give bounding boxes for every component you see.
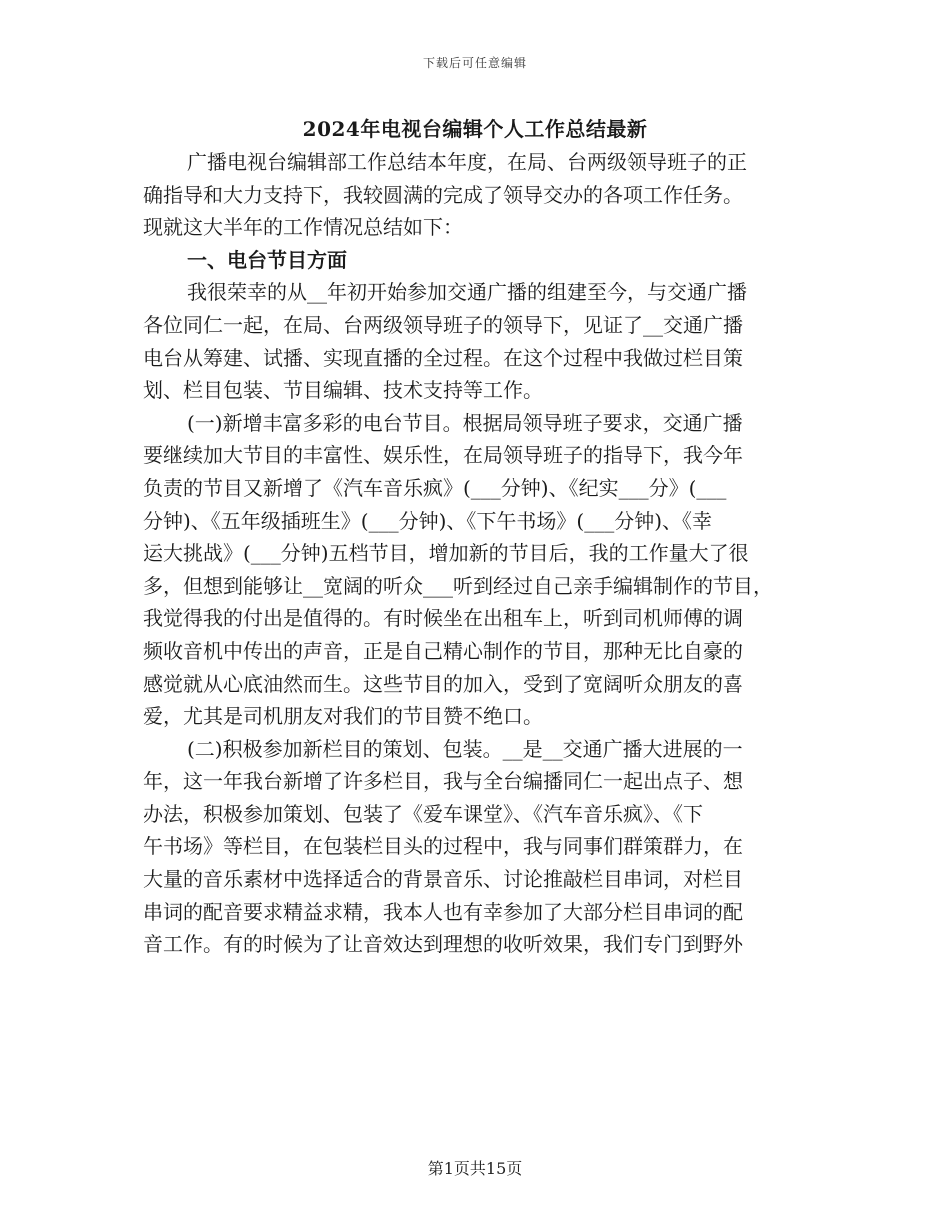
paragraph-line: 负责的节目又新增了《汽车音乐疯》(___分钟)、《纪实___分》(___	[143, 475, 727, 500]
paragraph-line: 大量的音乐素材中选择适合的背景音乐、讨论推敲栏目串词，对栏目	[143, 867, 743, 892]
paragraph-line: 感觉就从心底油然而生。这些节目的加入，受到了宽阔听众朋友的喜	[143, 671, 743, 696]
paragraph-line: 现就这大半年的工作情况总结如下：	[143, 215, 463, 240]
paragraph-line: (二)积极参加新栏目的策划、包装。__是__交通广播大进展的一	[187, 736, 743, 761]
paragraph-line: 多，但想到能够让__宽阔的听众___听到经过自己亲手编辑制作的节目，	[143, 573, 773, 598]
paragraph-line: 分钟)、《五年级插班生》(___分钟)、《下午书场》(___分钟)、《幸	[143, 508, 713, 533]
paragraph-line: 办法，积极参加策划、包装了《爱车课堂》、《汽车音乐疯》、《下	[143, 801, 703, 826]
paragraph-line: 电台从筹建、试播、实现直播的全过程。在这个过程中我做过栏目策	[143, 345, 743, 370]
paragraph-line: 年，这一年我台新增了许多栏目，我与全台编播同仁一起出点子、想	[143, 769, 743, 794]
paragraph-line: 要继续加大节目的丰富性、娱乐性，在局领导班子的指导下，我今年	[143, 443, 743, 468]
paragraph-line: 广播电视台编辑部工作总结本年度，在局、台两级领导班子的正	[187, 150, 747, 174]
paragraph-line: 音工作。有的时候为了让音效达到理想的收听效果，我们专门到野外	[143, 932, 743, 957]
document-body	[143, 146, 818, 961]
paragraph-line: 划、栏目包装、节目编辑、技术支持等工作。	[143, 378, 543, 403]
paragraph-line: 串词的配音要求精益求精，我本人也有幸参加了大部分栏目串词的配	[143, 899, 743, 924]
paragraph-line: 午书场》等栏目，在包装栏目头的过程中，我与同事们群策群力，在	[143, 834, 743, 859]
paragraph-line: (一)新增丰富多彩的电台节目。根据局领导班子要求，交通广播	[187, 410, 743, 435]
header-note: 下载后可任意编辑	[422, 56, 527, 70]
paragraph-line: 我觉得我的付出是值得的。有时候坐在出租车上，听到司机师傅的调	[143, 606, 743, 631]
page-footer: 第1页共15页	[427, 1159, 523, 1178]
paragraph-line: 爱，尤其是司机朋友对我们的节目赞不绝口。	[143, 704, 543, 729]
paragraph-line: 运大挑战》(___分钟)五档节目，增加新的节目后，我的工作量大了很	[143, 541, 749, 566]
paragraph-line: 频收音机中传出的声音，正是自己精心制作的节目，那种无比自豪的	[143, 638, 743, 663]
document-title: 2024年电视台编辑个人工作总结最新	[302, 117, 648, 141]
paragraph-line: 各位同仁一起，在局、台两级领导班子的领导下，见证了__交通广播	[143, 312, 743, 337]
paragraph-line: 我很荣幸的从__年初开始参加交通广播的组建至今，与交通广播	[187, 280, 747, 305]
paragraph-line: 确指导和大力支持下，我较圆满的完成了领导交办的各项工作任务。	[143, 182, 743, 207]
section-heading: 一、电台节目方面	[187, 247, 347, 272]
